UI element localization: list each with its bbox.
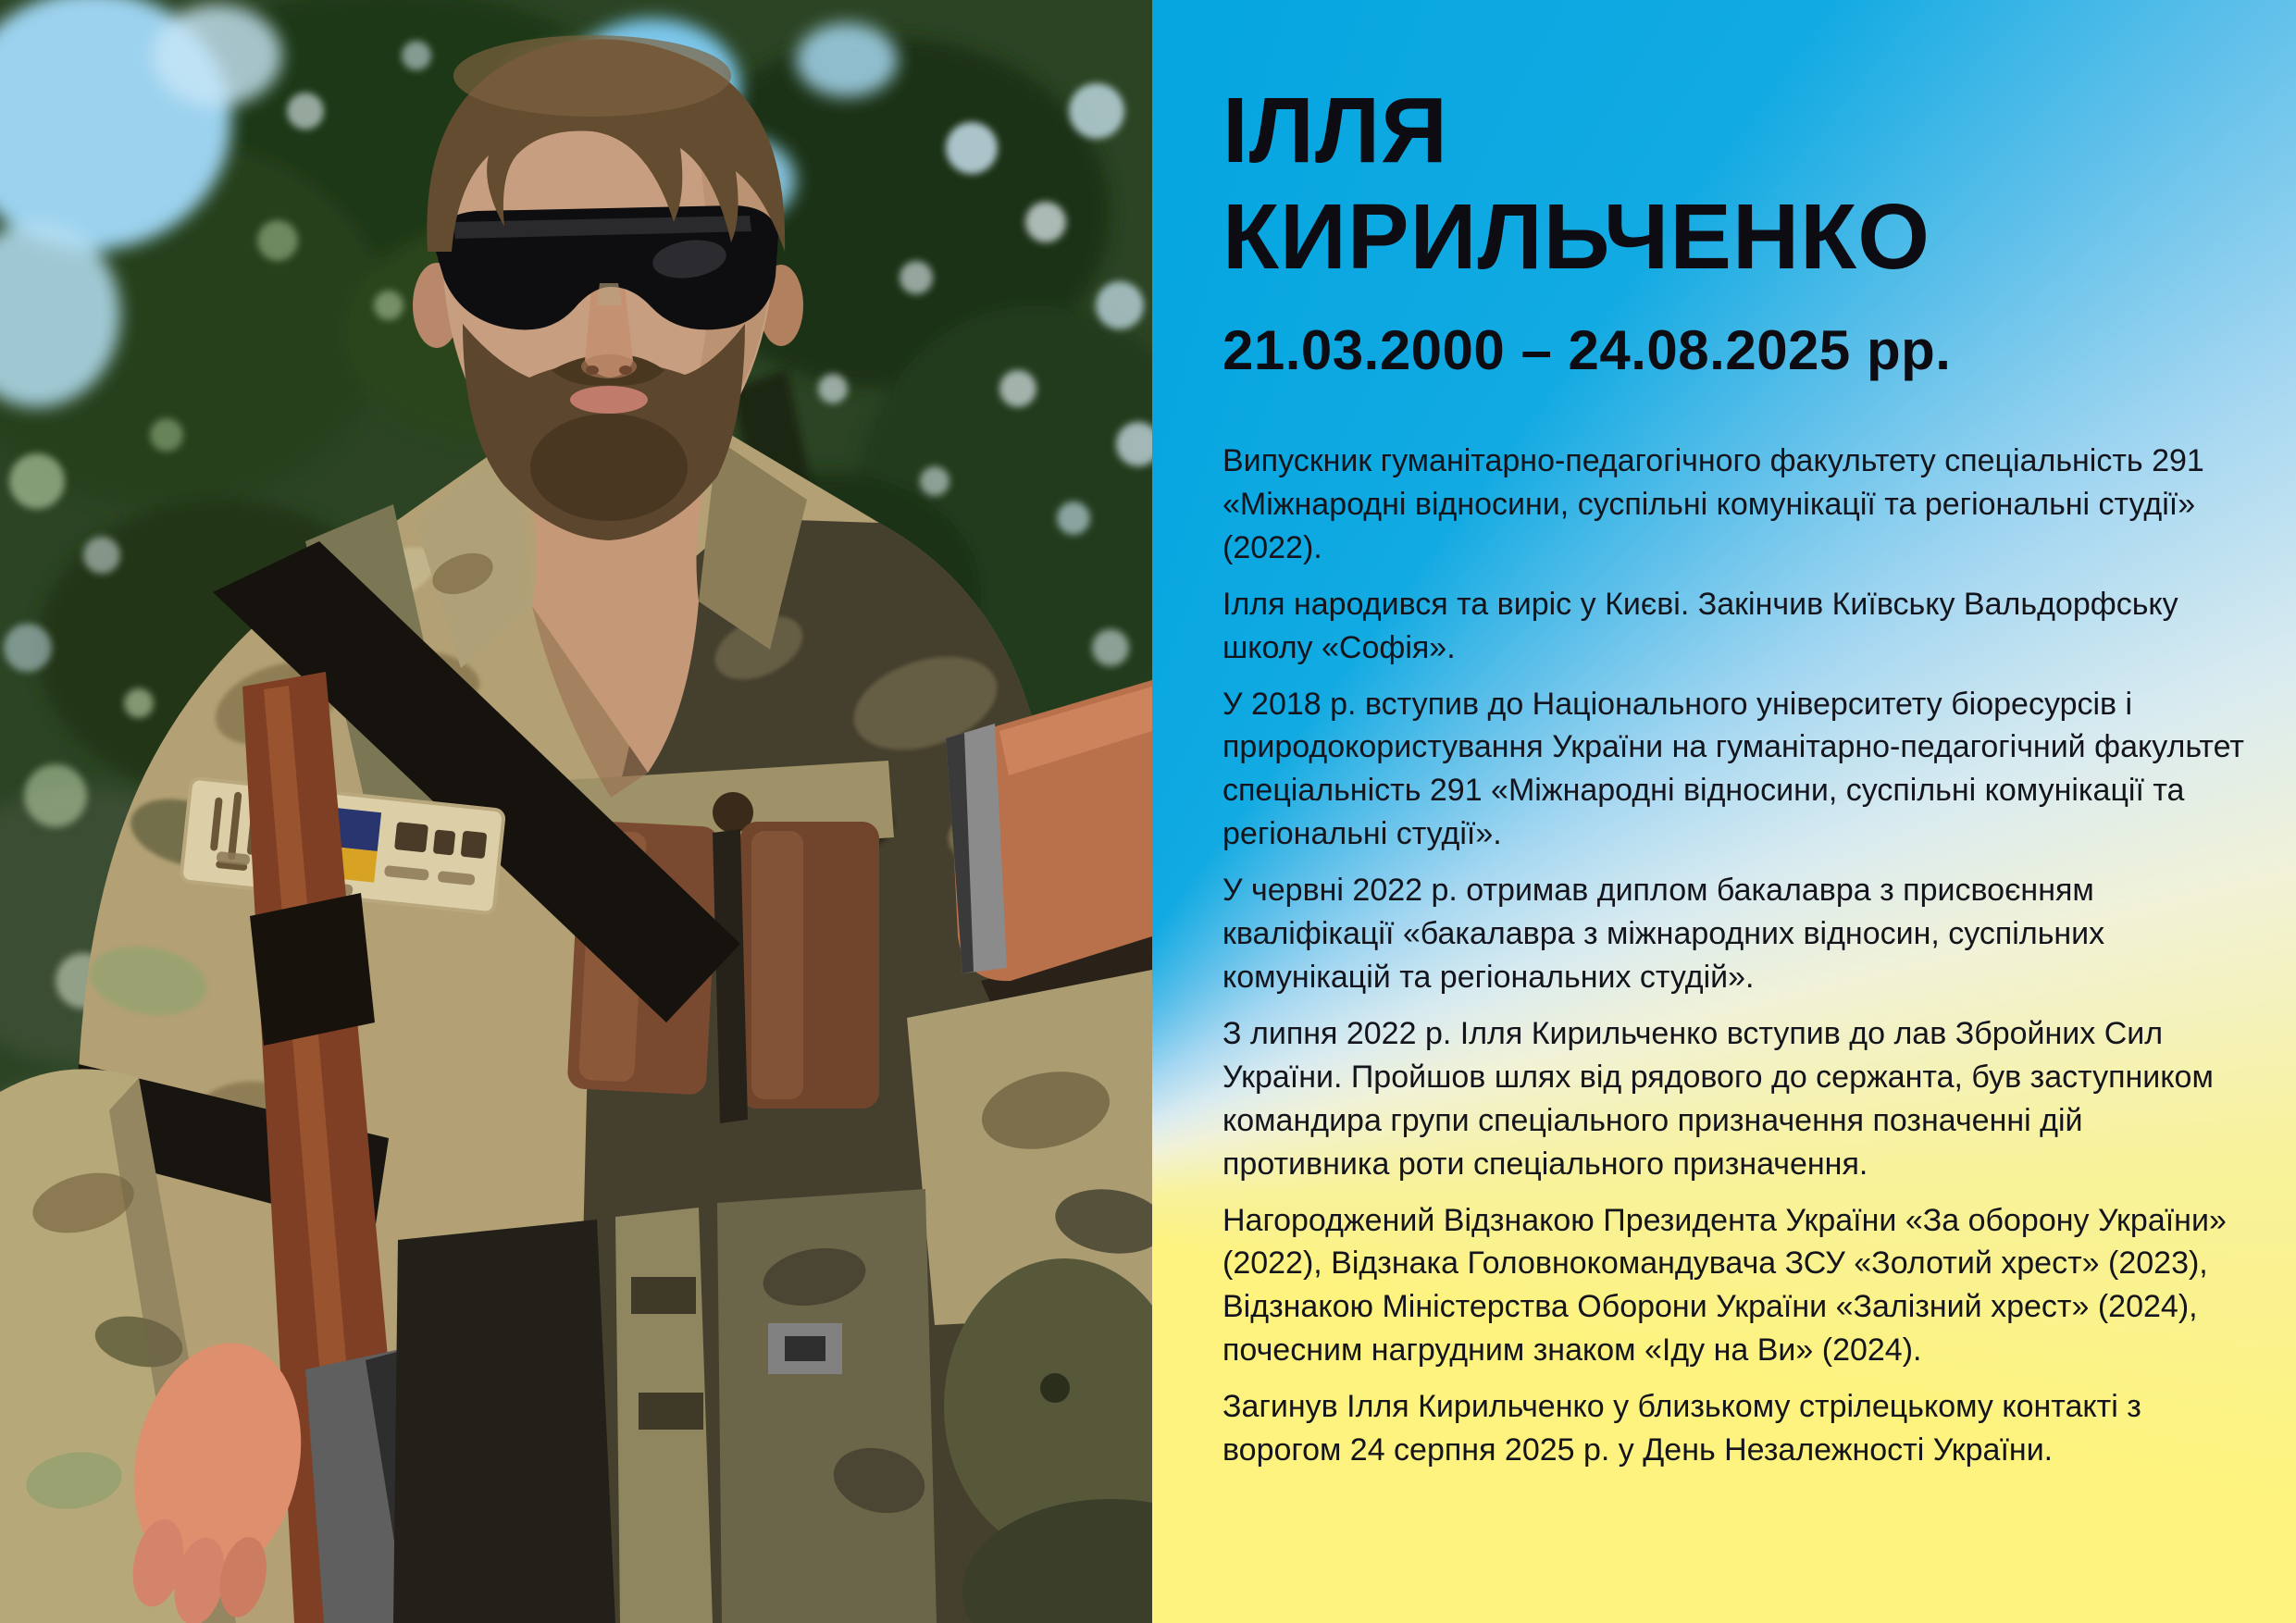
bio-paragraph: У 2018 р. вступив до Національного університету біоресурсів і природокористування України на гуманітарно-педагогічний факультет спеціальність 291 «Міжнародні відносини, суспільні комунікації та регіональні студії». [1222, 686, 2244, 852]
name-line-1: ІЛЛЯ [1222, 79, 1448, 182]
memorial-text-panel [1152, 0, 2296, 1623]
bio-paragraph: Загинув Ілля Кирильченко у близькому стрілецькому контакті з ворогом 24 серпня 2025 р. у День Незалежності України. [1222, 1389, 2141, 1468]
name-line-2: КИРИЛЬЧЕНКО [1222, 185, 1931, 289]
bio-paragraph: Нагороджений Відзнакою Президента України «За оборону України» (2022), Відзнака Головнокомандувача ЗСУ «Золотий хрест» (2023), Відзнакою Міністерства Оборони України «Залізний хрест» (2024), почесним нагрудним знаком «Іду на Ви» (2024). [1222, 1202, 2227, 1369]
bio-paragraph: Випускник гуманітарно-педагогічного факультету спеціальність 291 «Міжнародні відносини, суспільні комунікації та регіональні студії» (2022). [1222, 443, 2204, 565]
bio-paragraph: У червні 2022 р. отримав диплом бакалавра з присвоєнням кваліфікації «бакалавра з міжнародних відносин, суспільних комунікацій та регіональних студій». [1222, 873, 2105, 995]
bio-paragraph: Ілля народився та виріс у Києві. Закінчив Київську Вальдорфську школу «Софія». [1222, 586, 2178, 665]
life-dates: 21.03.2000 – 24.08.2025 рр. [1222, 319, 1952, 381]
page-title [1222, 78, 2248, 291]
biography [1222, 440, 2248, 1472]
bio-paragraph: З липня 2022 р. Ілля Кирильченко вступив до лав Збройних Сил України. Пройшов шлях від рядового до сержанта, був заступником командира групи спеціального призначення позначенні дій противника роти спеціального призначення. [1222, 1015, 2214, 1182]
lips [570, 386, 648, 414]
